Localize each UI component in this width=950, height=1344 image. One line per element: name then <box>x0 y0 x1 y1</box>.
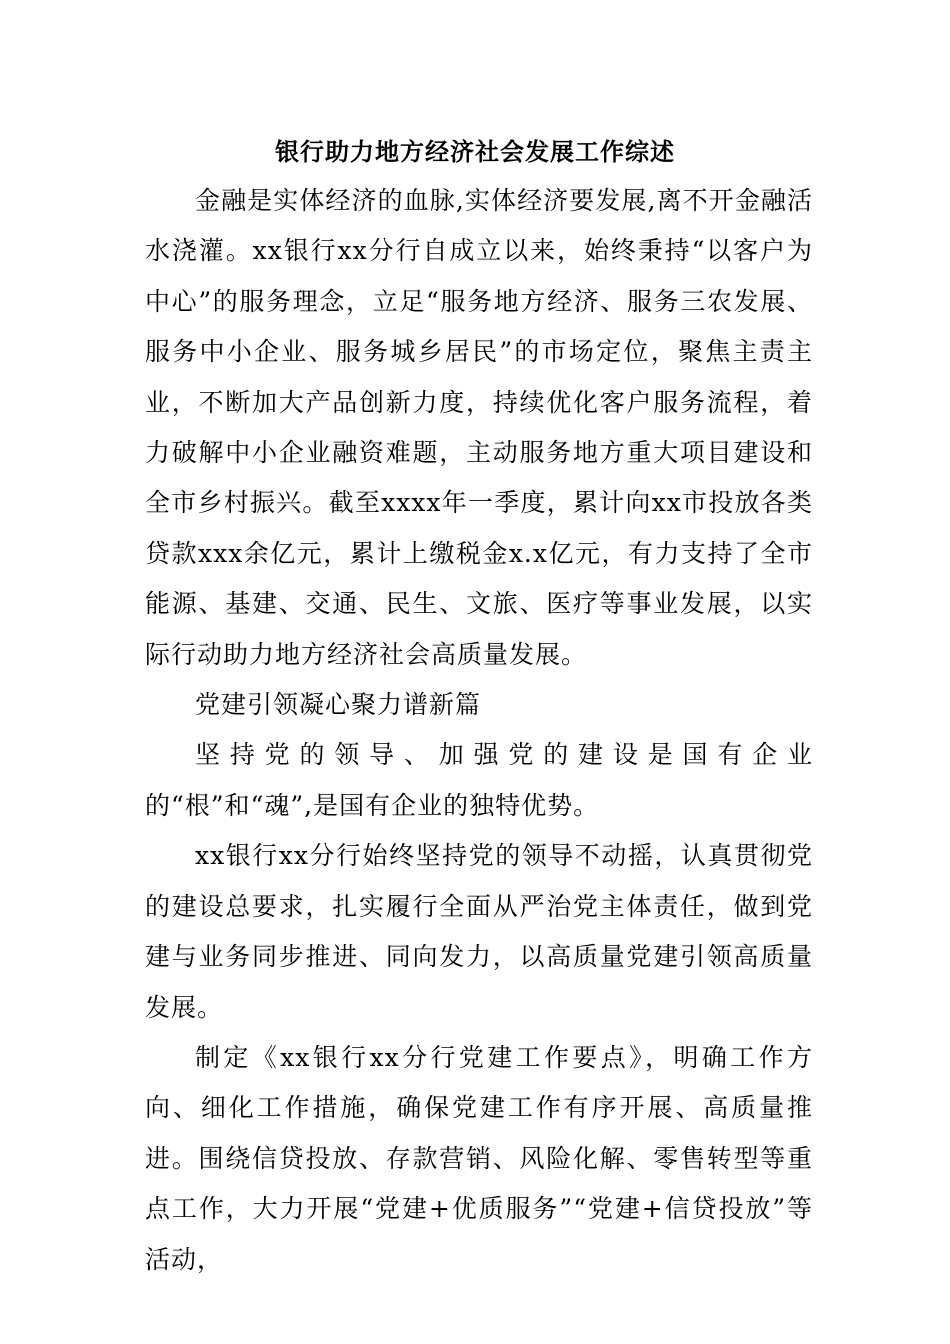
document-title: 银行助力地方经济社会发展工作综述 <box>275 137 675 166</box>
document-body <box>145 176 813 1285</box>
section-heading: 党建引领凝心聚力谱新篇 <box>195 690 482 720</box>
paragraph-branch-party-building: xx银行xx分行始终坚持党的领导不动摇，认真贯彻党的建设总要求，扎实履行全面从严治党主体责任，做到党建与业务同步推进、同向发力，以高质量党建引领高质量发展。 <box>145 841 813 1022</box>
paragraph-intro: 金融是实体经济的血脉,实体经济要发展,离不开金融活水浇灌。xx银行xx分行自成立以来，始终秉持“以客户为中心”的服务理念，立足“服务地方经济、服务三农发展、服务中小企业、服务城乡居民”的市场定位，聚焦主责主业，不断加大产品创新力度，持续优化客户服务流程，着力破解中小企业融资难题，主动服务地方重大项目建设和全市乡村振兴。截至xxxx年一季度，累计向xx市投放各类贷款xxx余亿元，累计上缴税金x.x亿元，有力支持了全市能源、基建、交通、民生、文旅、医疗等事业发展，以实际行动助力地方经济社会高质量发展。 <box>145 186 813 669</box>
paragraph-party-leadership: 坚持党的领导、加强党的建设是国有企业的“根”和“魂”,是国有企业的独特优势。 <box>145 740 813 820</box>
paragraph-work-plan: 制定《xx银行xx分行党建工作要点》，明确工作方向、细化工作措施，确保党建工作有序开展、高质量推进。围绕信贷投放、存款营销、风险化解、零售转型等重点工作，大力开展“党建+优质服务”“党建+信贷投放”等活动， <box>145 1042 813 1274</box>
